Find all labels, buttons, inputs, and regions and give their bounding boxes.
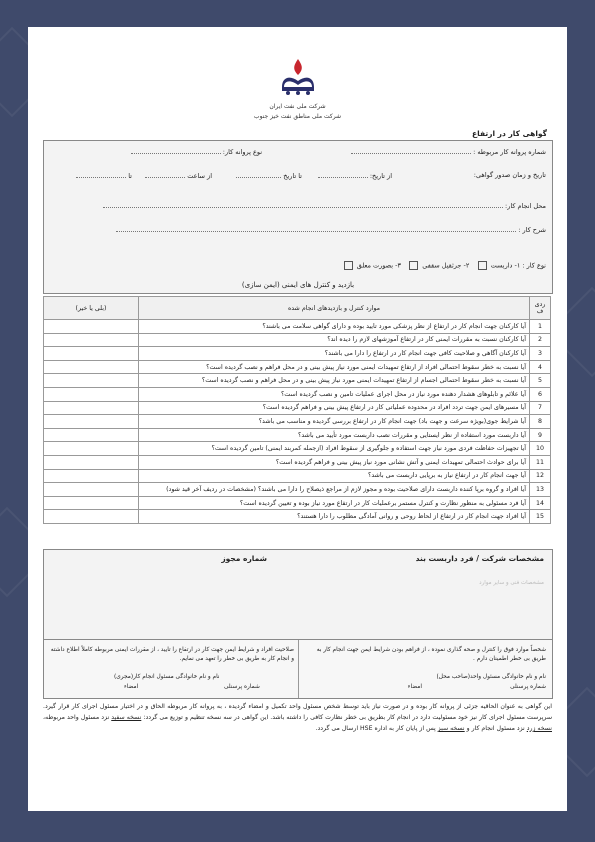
permit-no-label: شماره پروانه کار مربوطه : — [473, 148, 546, 156]
table-row — [44, 442, 551, 456]
executor-name-label: نام و نام خانوادگی مسئول انجام کار(مجری) — [114, 674, 220, 680]
row-number: 15 — [530, 510, 551, 524]
row-question: آیا کارکنان آگاهی و صلاحیت کافی جهت انجام کار در ارتفاع را دارا می باشند؟ — [139, 347, 530, 361]
table-row — [44, 428, 551, 442]
permit-type-field[interactable] — [131, 147, 221, 154]
table-row — [44, 320, 551, 334]
footer-text-4: پس از پایان کار به اداره HSE ارسال می گردد. — [315, 725, 436, 732]
license-label: شماره مجوز — [221, 554, 267, 563]
row-number: 13 — [530, 483, 551, 497]
company-subname: شرکت ملی مناطق نفت خیز جنوب — [253, 113, 342, 120]
table-row — [44, 510, 551, 524]
table-row — [44, 387, 551, 401]
row-number: 8 — [530, 415, 551, 429]
footer-text-1: این گواهی به عنوان الحاقیه جزئی از پروانه کار بوده و در صورت نیاز باید توسط شخص مسئول واحد تکمیل و امضاء گردیده ، به پروانه کار مربوطه الحاق و در اختیار مسئول اجرای کار قرار گیرد. سرپرست مسئول اجرای کار نیز خود مسئولیت دارد در انجام کار بطریق بی خطر نظارت کافی را داشته باشد. این گواهی در سه نسخه تنظیم و توزیع می گردد: — [43, 703, 553, 721]
row-question: آیا داربست مورد استفاده از نظر ایستایی و مقررات نصب داربست مورد تأیید می باشد؟ — [139, 428, 530, 442]
to-date-label: تا تاریخ — [283, 172, 302, 180]
table-row — [44, 483, 551, 497]
col-answer-header: (بلی یا خیر) — [44, 297, 139, 320]
issue-datetime-label: تاریخ و زمان صدور گواهی: — [473, 171, 546, 179]
row-answer-cell[interactable] — [44, 415, 139, 429]
table-row — [44, 496, 551, 510]
row-question: آیا کارکنان جهت انجام کار در ارتفاع از نظر پزشکی مورد تایید بوده و دارای گواهی سلامت می باشند؟ — [139, 320, 530, 334]
table-row — [44, 401, 551, 415]
copy-green: نسخه سبز — [437, 725, 465, 732]
table-row — [44, 347, 551, 361]
row-question: آیا کارکنان نسبت به مقررات ایمنی کار در ارتفاع آموزشهای لازم را دیده اند؟ — [139, 333, 530, 347]
scaffold-checkbox[interactable] — [478, 261, 487, 270]
executor-personnel-label: شماره پرسنلی — [224, 684, 260, 690]
table-row — [44, 360, 551, 374]
row-number: 1 — [530, 320, 551, 334]
row-answer-cell[interactable] — [44, 401, 139, 415]
row-number: 10 — [530, 442, 551, 456]
copy-white: نسخه سفید — [111, 714, 142, 721]
row-number: 14 — [530, 496, 551, 510]
row-answer-cell[interactable] — [44, 387, 139, 401]
row-question: آیا نسبت به خطر سقوط احتمالی افراد از ارتفاع تمهیدات ایمنی مورد نیاز پیش بینی و در محل فراهم و نصب گردیده است؟ — [139, 360, 530, 374]
row-answer-cell[interactable] — [44, 360, 139, 374]
location-field[interactable] — [103, 201, 503, 208]
row-number: 5 — [530, 374, 551, 388]
from-hour-field[interactable] — [145, 171, 185, 178]
to-hour-label: تا — [128, 172, 132, 180]
row-question: آیا برای حوادث احتمالی تمهیدات ایمنی و آتش نشانی مورد نیاز پیش بینی و فراهم گردیده است؟ — [139, 455, 530, 469]
col-item-header: موارد کنترل و بازدیدهای انجام شده — [139, 297, 530, 320]
row-question: آیا تجهیزات حفاظت فردی مورد نیاز جهت استفاده و جلوگیری از سقوط افراد (ازجمله کمربند ایمنی) تامین گردیده است؟ — [139, 442, 530, 456]
crane-checkbox[interactable] — [409, 261, 418, 270]
suspended-checkbox[interactable] — [344, 261, 353, 270]
row-answer-cell[interactable] — [44, 320, 139, 334]
company-name: شرکت ملی نفت ایران — [269, 103, 326, 110]
row-number: 6 — [530, 387, 551, 401]
to-hour-field[interactable] — [76, 171, 126, 178]
row-question: آیا فرد مسئولی به منظور نظارت و کنترل مستمر برعملیات کار در ارتفاع مورد نیاز بوده و تعیین گردیده است؟ — [139, 496, 530, 510]
copy-yellow: نسخه زرد — [526, 725, 552, 732]
footer-text-2: نزد مسئول واحد مربوطه، — [43, 714, 110, 721]
nioc-logo-icon — [276, 57, 320, 103]
row-question: آیا افراد جهت انجام کار در ارتفاع از لحاظ روحی و روانی آمادگی مطلوب را دارا هستند؟ — [139, 510, 530, 524]
inspection-table — [43, 296, 551, 524]
row-question: آیا علائم و تابلوهای هشدار دهنده مورد نیاز در محل اجرای عملیات تامین و نصب گردیده است؟ — [139, 387, 530, 401]
owner-name-label: نام و نام خانوادگی مسئول واحد(صاحب محل) — [436, 674, 546, 680]
scaffold-title: مشخصات شرکت / فرد داربست بند — [415, 554, 544, 563]
table-row — [44, 455, 551, 469]
row-answer-cell[interactable] — [44, 483, 139, 497]
scaffold-placeholder[interactable]: مشخصات فنی و سایر موارد — [479, 580, 544, 586]
inspection-title: بازدید و کنترل های ایمنی (ایمن سازی) — [241, 281, 355, 289]
location-label: محل انجام کار: — [505, 202, 546, 210]
row-number: 7 — [530, 401, 551, 415]
permit-type-label: نوع پروانه کار: — [222, 148, 262, 156]
permit-no-field[interactable] — [351, 147, 471, 154]
signature-box — [43, 639, 553, 699]
from-date-label: از تاریخ: — [369, 172, 392, 180]
footer-text-3: نزد مسئول انجام کار و — [466, 725, 525, 732]
footer-note — [43, 701, 552, 734]
description-label: شرح کار : — [518, 226, 546, 234]
row-number: 4 — [530, 360, 551, 374]
row-answer-cell[interactable] — [44, 455, 139, 469]
executor-sign-label: امضاء — [124, 684, 139, 690]
to-date-field[interactable] — [236, 171, 281, 178]
row-question: آیا افراد و گروه برپا کننده داربست دارای صلاحیت بوده و مجوز لازم از مراجع ذیصلاح را دارا می باشند؟ (مشخصات در ردیف آخر قید شود) — [139, 483, 530, 497]
row-number: 11 — [530, 455, 551, 469]
row-answer-cell[interactable] — [44, 442, 139, 456]
row-question: آیا شرایط جوی(بویژه سرعت و جهت باد) جهت انجام کار در ارتفاع بررسی گردیده و مناسب می باشد؟ — [139, 415, 530, 429]
row-answer-cell[interactable] — [44, 469, 139, 483]
scaffold-box — [43, 549, 553, 641]
row-answer-cell[interactable] — [44, 374, 139, 388]
owner-sign-label: امضاء — [407, 684, 422, 690]
from-date-field[interactable] — [318, 171, 368, 178]
col-no-header: ردی ف — [530, 297, 551, 320]
row-question: آیا جهت انجام کار در ارتفاع نیاز به برپایی داربست می باشد؟ — [139, 469, 530, 483]
work-type-label: نوع کار : ۱- داربست — [490, 261, 546, 270]
work-type-3-label: ۳- بصورت معلق — [356, 261, 402, 270]
row-answer-cell[interactable] — [44, 510, 139, 524]
description-field[interactable] — [116, 225, 516, 232]
row-question: آیا نسبت به خطر سقوط احتمالی اجسام از ارتفاع تمهیدات ایمنی مورد نیاز پیش بینی و در محل فراهم و نصب گردیده است؟ — [139, 374, 530, 388]
table-row — [44, 415, 551, 429]
executor-statement: صلاحیت افراد و شرایط ایمن جهت کار در ارتفاع را تایید ، از مقررات ایمنی مربوطه کاملاً اطلاع داشته و انجام کار به طریق بی خطر را تعهد می نمایم. — [50, 647, 294, 662]
table-row — [44, 469, 551, 483]
row-number: 2 — [530, 333, 551, 347]
row-answer-cell[interactable] — [44, 428, 139, 442]
from-hour-label: از ساعت — [187, 172, 212, 180]
general-info-box — [43, 140, 553, 294]
row-number: 9 — [530, 428, 551, 442]
table-row — [44, 333, 551, 347]
form-title: گواهی کار در ارتفاع — [472, 129, 547, 138]
row-number: 12 — [530, 469, 551, 483]
row-question: آیا مسیرهای ایمن جهت تردد افراد در محدوده عملیاتی کار در ارتفاع پیش بینی و فراهم گردیده است؟ — [139, 401, 530, 415]
row-number: 3 — [530, 347, 551, 361]
row-answer-cell[interactable] — [44, 347, 139, 361]
owner-statement: شخصاً موارد فوق را کنترل و صحه گذاری نموده ، از فراهم بودن شرایط ایمن جهت انجام کار به طریق بی خطر اطمینان دارم . — [316, 647, 546, 662]
row-answer-cell[interactable] — [44, 496, 139, 510]
work-type-2-label: ۲- جرثقیل سقفی — [422, 261, 470, 270]
row-answer-cell[interactable] — [44, 333, 139, 347]
owner-personnel-label: شماره پرسنلی — [510, 684, 546, 690]
form-sheet — [28, 27, 567, 811]
table-row — [44, 374, 551, 388]
